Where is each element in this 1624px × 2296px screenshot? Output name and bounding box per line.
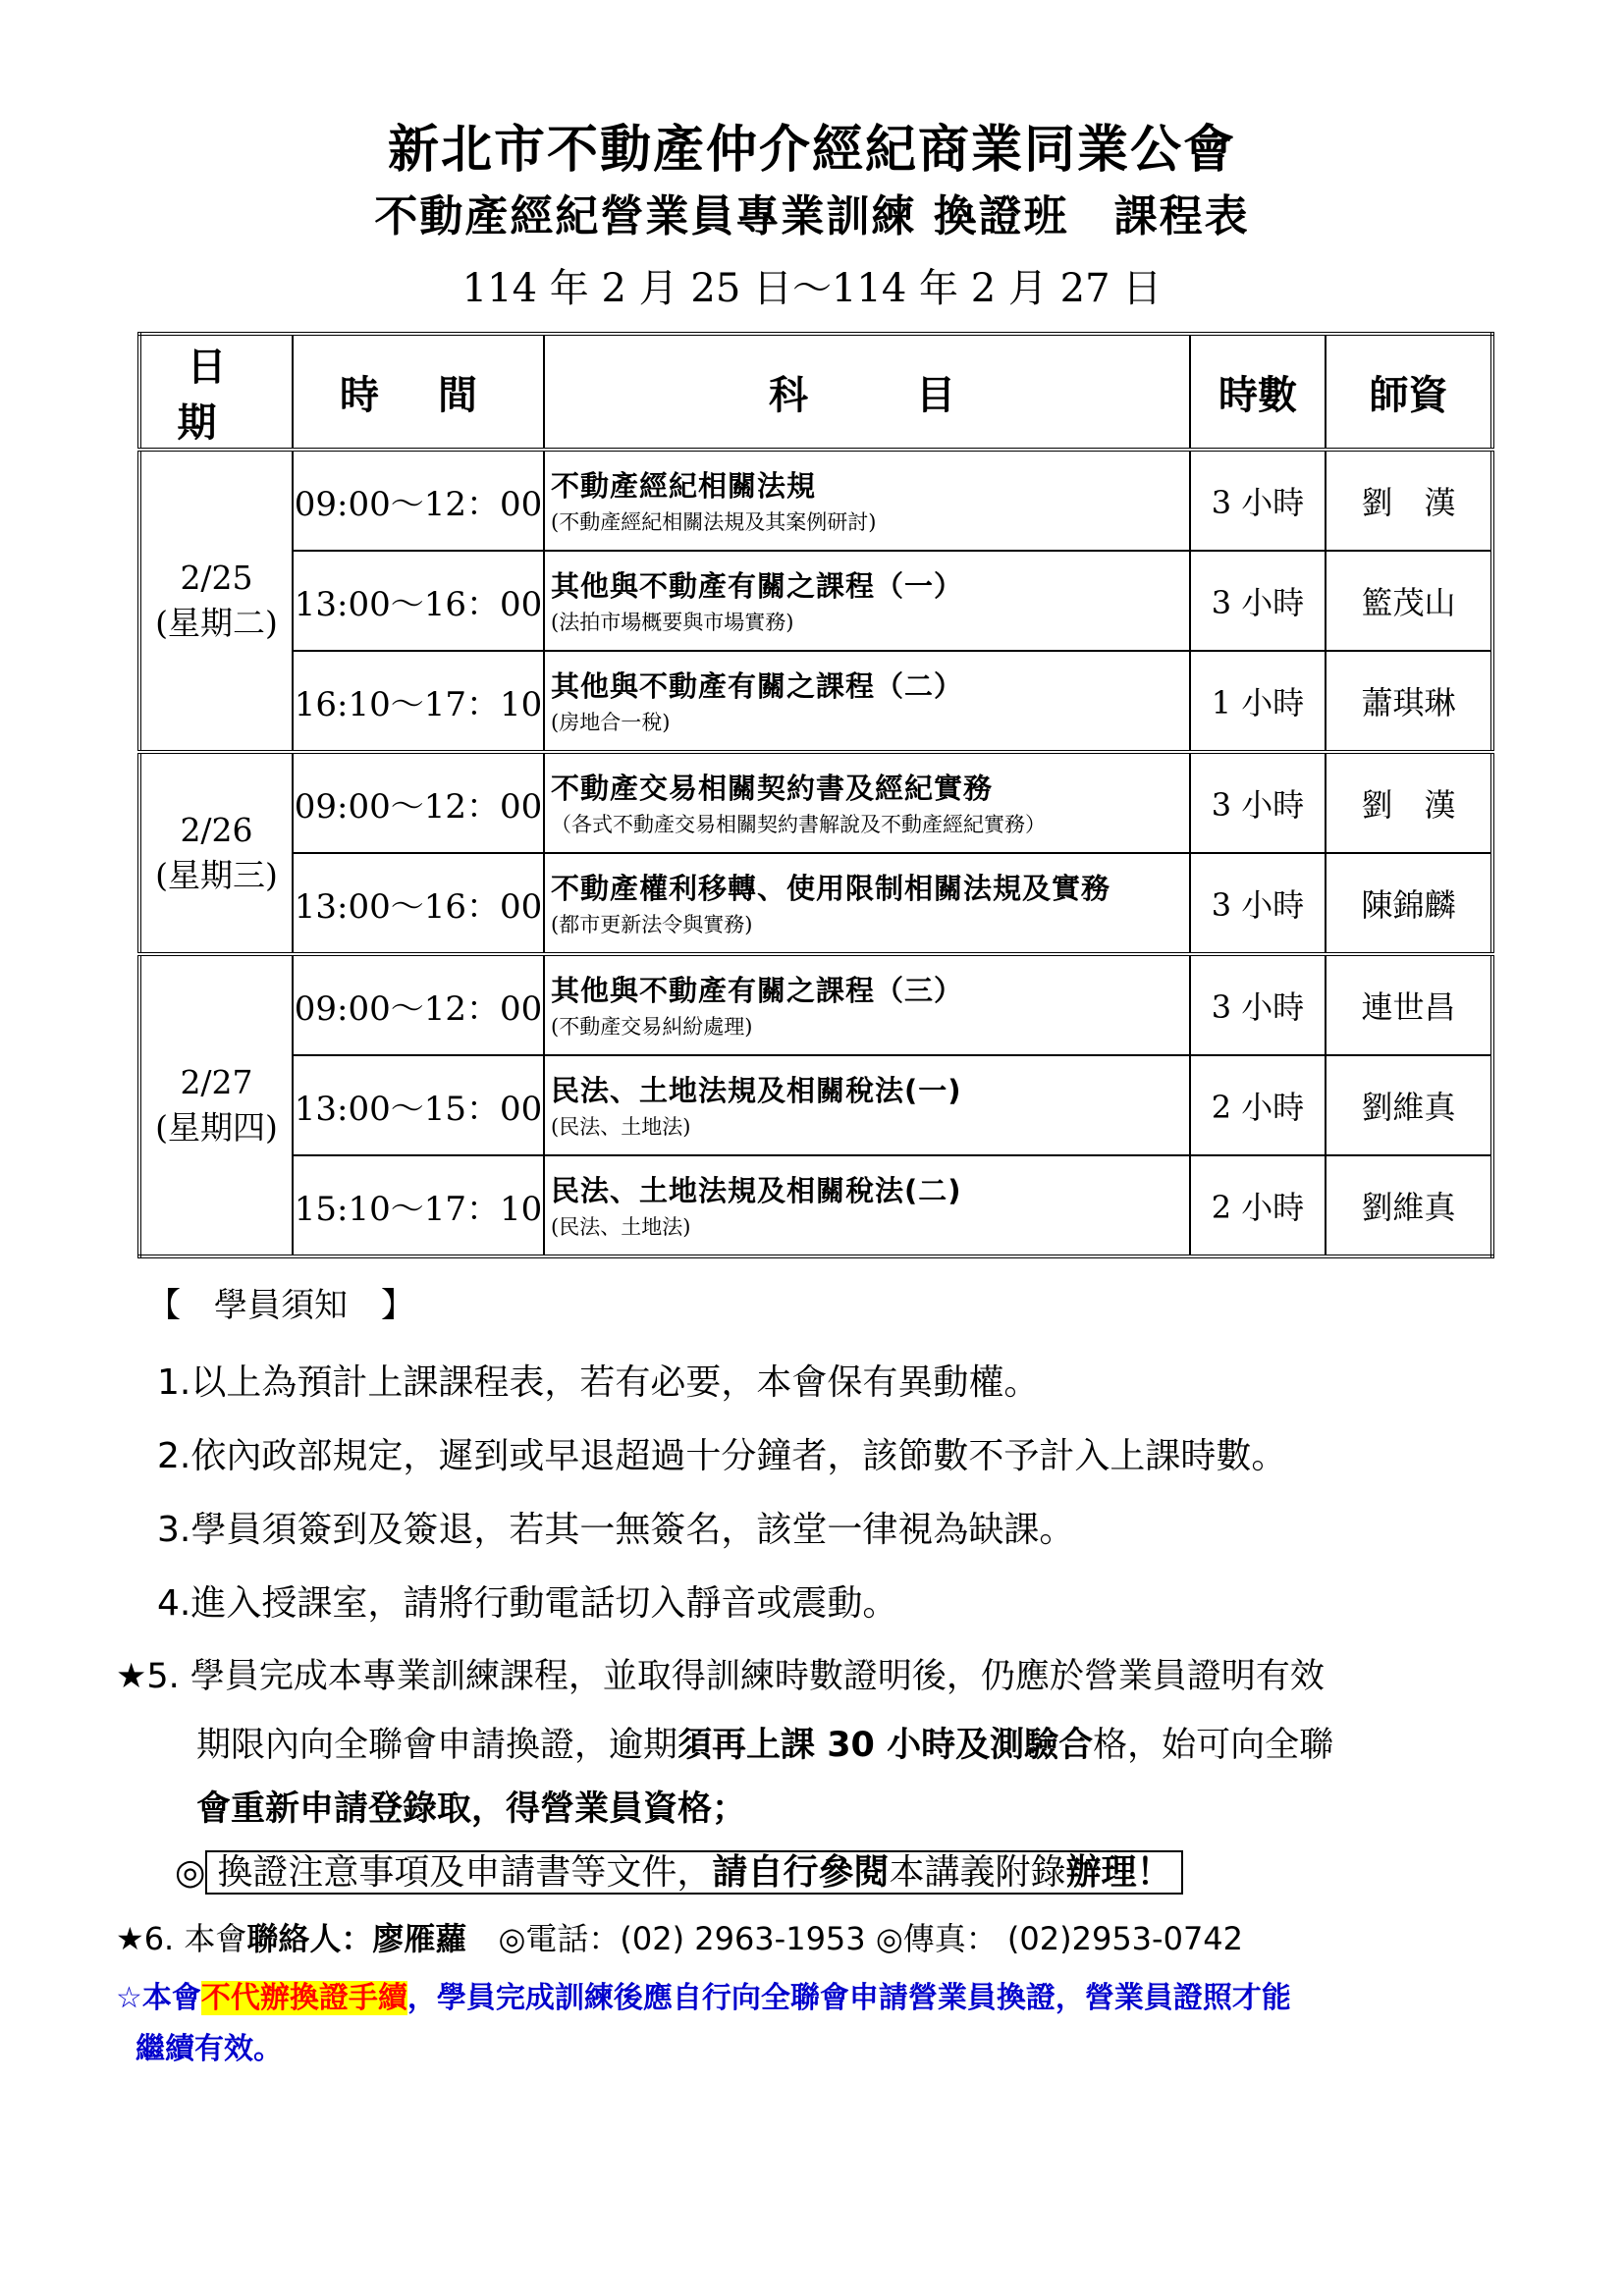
day-cell [139, 954, 293, 1256]
header-time: 時間 [293, 334, 544, 450]
teacher-cell: 劉 漢 [1326, 752, 1492, 853]
notice-item: 4.進入授課室，請將行動電話切入靜音或震動。 [157, 1583, 898, 1624]
association-title: 新北市不動產仲介經紀商業同業公會 [387, 121, 1236, 180]
day-weekday: (星期二) [155, 604, 278, 642]
notice-heading: 【 學員須知 】 [147, 1286, 414, 1325]
subject-cell [544, 853, 1190, 954]
notice-text: 換證注意事項及申請書等文件， [217, 1852, 713, 1893]
warning-text: ，學員完成訓練後應自行向全聯會申請營業員換證，營業員證照才能 [406, 1981, 1291, 2015]
subject-cell [544, 1055, 1190, 1155]
notice-item-5-line3: 會重新申請登錄取，得營業員資格； [196, 1789, 747, 1829]
table-row [139, 752, 1492, 853]
table-header-row [139, 334, 1492, 450]
notice-text: 格，始可向全聯 [1093, 1726, 1334, 1765]
subject-title: 不動產權利移轉、使用限制相關法規及實務 [551, 872, 1111, 905]
time-cell: 13:00～16：00 [293, 551, 544, 651]
day-weekday: (星期四) [155, 1108, 278, 1147]
teacher-cell: 劉 漢 [1326, 450, 1492, 551]
table-row [139, 651, 1492, 752]
hours-cell: 3 小時 [1190, 853, 1326, 954]
notice-item-5-line2 [196, 1718, 1333, 1767]
schedule-table [137, 332, 1494, 1258]
table-row [139, 853, 1492, 954]
subject-cell [544, 551, 1190, 651]
warning-prefix: ☆本會 [116, 1981, 201, 2015]
hours-cell: 3 小時 [1190, 954, 1326, 1055]
contact-prefix: ★6. 本會 [116, 1920, 247, 1957]
hours-cell: 2 小時 [1190, 1055, 1326, 1155]
hours-cell: 3 小時 [1190, 752, 1326, 853]
contact-label: 聯絡人： [246, 1920, 373, 1957]
teacher-cell: 蕭琪琳 [1326, 651, 1492, 752]
subject-title: 其他與不動產有關之課程（三） [551, 974, 964, 1007]
notice-item-5-line1: ★5. 學員完成本專業訓練課程，並取得訓練時數證明後，仍應於營業員證明有效 [116, 1657, 1325, 1696]
notice-item: 1.以上為預計上課課程表，若有必要，本會保有異動權。 [157, 1362, 1040, 1403]
subject-note: (法拍市場概要與市場實務) [551, 611, 794, 634]
subject-cell [544, 954, 1190, 1055]
table-row [139, 450, 1492, 551]
day-date: 2/27 [180, 1063, 253, 1101]
subject-title: 民法、土地法規及相關稅法(一) [551, 1074, 962, 1107]
subject-note: (不動產經紀相關法規及其案例研討) [551, 510, 877, 534]
subject-cell [544, 1155, 1190, 1256]
notice-emphasis: 辦理！ [1065, 1852, 1172, 1893]
teacher-cell: 陳錦麟 [1326, 853, 1492, 954]
circle-bullet: ◎ [175, 1852, 206, 1893]
notice-text: 期限內向全聯會申請換證，逾期 [196, 1726, 678, 1765]
notice-item: 2.依內政部規定，遲到或早退超過十分鐘者，該節數不予計入上課時數。 [157, 1436, 1287, 1476]
subject-cell [544, 651, 1190, 752]
notice-emphasis: 須再上課 30 小時及測驗合 [677, 1726, 1094, 1765]
time-cell: 09:00～12：00 [293, 752, 544, 853]
time-cell: 09:00～12：00 [293, 954, 544, 1055]
notice-emphasis: 請自行參閱 [712, 1852, 890, 1893]
contact-phone-fax: ◎電話：(02) 2963-1953 ◎傳真： (02)2953-0742 [466, 1920, 1244, 1957]
table-row [139, 551, 1492, 651]
day-cell [139, 752, 293, 954]
subject-note: (民法、土地法) [551, 1215, 691, 1239]
time-cell: 09:00～12：00 [293, 450, 544, 551]
teacher-cell: 籃茂山 [1326, 551, 1492, 651]
warning-text-line2: 繼續有效。 [135, 2032, 283, 2066]
contact-line [116, 1914, 1243, 1959]
contact-name: 廖雁蘿 [372, 1920, 467, 1957]
time-cell: 13:00～16：00 [293, 853, 544, 954]
subject-note: (房地合一稅) [551, 711, 671, 734]
table-row [139, 1155, 1492, 1256]
teacher-cell: 連世昌 [1326, 954, 1492, 1055]
day-date: 2/26 [180, 811, 253, 849]
subject-note: (不動產交易糾紛處理) [551, 1015, 753, 1039]
header-teacher: 師資 [1326, 334, 1492, 450]
hours-cell: 3 小時 [1190, 450, 1326, 551]
time-cell: 16:10～17：10 [293, 651, 544, 752]
document-notice [175, 1844, 1183, 1895]
time-cell: 15:10～17：10 [293, 1155, 544, 1256]
day-weekday: (星期三) [155, 856, 278, 894]
day-cell [139, 450, 293, 752]
table-row [139, 1055, 1492, 1155]
subject-title: 民法、土地法規及相關稅法(二) [551, 1174, 962, 1207]
subject-note: (都市更新法令與實務) [551, 913, 753, 936]
day-date: 2/25 [180, 559, 253, 597]
header-date: 日期 [139, 334, 293, 450]
subject-title: 不動產經紀相關法規 [551, 469, 817, 503]
notice-text: 本講義附錄 [889, 1852, 1066, 1893]
warning-highlight: 不代辦換證手續 [200, 1981, 407, 2015]
teacher-cell: 劉維真 [1326, 1155, 1492, 1256]
header-subject: 科目 [544, 334, 1190, 450]
subject-note: （各式不動產交易相關契約書解說及不動產經紀實務） [551, 813, 1046, 836]
table-row [139, 954, 1492, 1055]
course-title: 不動產經紀營業員專業訓練 換證班 課程表 [374, 191, 1250, 241]
boxed-notice [205, 1850, 1183, 1895]
header-hours: 時數 [1190, 334, 1326, 450]
subject-title: 不動產交易相關契約書及經紀實務 [551, 772, 994, 805]
hours-cell: 2 小時 [1190, 1155, 1326, 1256]
subject-cell [544, 450, 1190, 551]
teacher-cell: 劉維真 [1326, 1055, 1492, 1155]
subject-note: (民法、土地法) [551, 1115, 691, 1139]
subject-cell [544, 752, 1190, 853]
notice-item: 3.學員須簽到及簽退，若其一無簽名，該堂一律視為缺課。 [157, 1510, 1075, 1550]
subject-title: 其他與不動產有關之課程（二） [551, 669, 964, 703]
hours-cell: 3 小時 [1190, 551, 1326, 651]
hours-cell: 1 小時 [1190, 651, 1326, 752]
date-range: 114 年 2 月 25 日～114 年 2 月 27 日 [461, 266, 1163, 311]
warning-notice [116, 1973, 1569, 2075]
time-cell: 13:00～15：00 [293, 1055, 544, 1155]
subject-title: 其他與不動產有關之課程（一） [551, 569, 964, 603]
